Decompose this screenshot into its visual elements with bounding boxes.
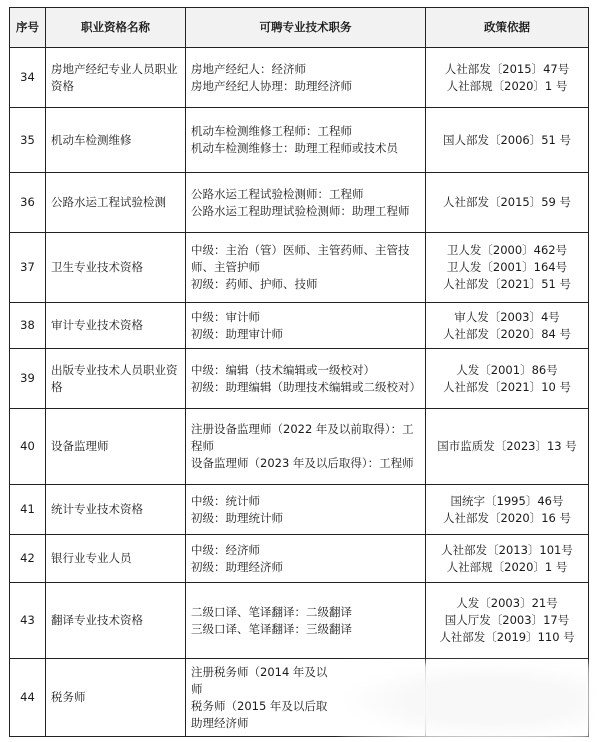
post-line: 机动车检测维修工程师：工程师 xyxy=(191,124,352,138)
policy-basis xyxy=(426,409,589,485)
policy-basis xyxy=(426,48,589,108)
policy-line: 人社部发〔2019〕110 号 xyxy=(439,630,575,644)
table-row xyxy=(10,303,589,349)
qualification-name: 卫生专业技术资格 xyxy=(46,233,186,303)
qualification-name: 房地产经纪专业人员职业资格 xyxy=(46,48,186,108)
policy-line: 人社部规〔2020〕1 号 xyxy=(446,559,568,574)
table-row xyxy=(10,349,589,409)
qualification-name: 机动车检测维修 xyxy=(46,108,186,173)
policy-line: 人社部发〔2020〕84 号 xyxy=(442,326,572,341)
policy-line: 人社部发〔2015〕47号 xyxy=(444,61,570,76)
header-posts: 可聘专业技术职务 xyxy=(186,8,426,48)
qualification-name: 设备监理师 xyxy=(46,409,186,485)
qualification-name: 统计专业技术资格 xyxy=(46,485,186,535)
post-line: 助理经济师 xyxy=(191,715,249,730)
policy-line: 卫人发〔2000〕462号 xyxy=(446,243,568,257)
table-row xyxy=(10,48,589,108)
table-row xyxy=(10,485,589,535)
policy-basis xyxy=(426,349,589,409)
row-number: 43 xyxy=(10,583,46,659)
qualification-name: 出版专业技术人员职业资格 xyxy=(46,349,186,409)
post-line: 初级：助理经济师 xyxy=(191,559,283,574)
header-name: 职业资格名称 xyxy=(46,8,186,48)
post-line: 中级：统计师 xyxy=(191,493,260,508)
row-number: 34 xyxy=(10,48,46,108)
policy-line: 人发〔2001〕86号 xyxy=(456,362,558,377)
blurred-overlay xyxy=(340,662,590,740)
table-body xyxy=(10,48,589,737)
table-row xyxy=(10,409,589,485)
policy-line: 国统字〔1995〕46号 xyxy=(450,493,564,508)
qualification-name: 税务师 xyxy=(46,659,186,737)
post-line: 设备监理师（2023 年及以后取得）：工程师 xyxy=(191,456,414,470)
table-row xyxy=(10,535,589,583)
row-number: 38 xyxy=(10,303,46,349)
eligible-posts xyxy=(186,303,426,349)
post-line: 中级：编辑（技术编辑或一级校对） xyxy=(191,362,375,377)
header-num: 序号 xyxy=(10,8,46,48)
row-number: 39 xyxy=(10,349,46,409)
header-policy: 政策依据 xyxy=(426,8,589,48)
policy-line: 人社部发〔2021〕51 号 xyxy=(442,277,572,291)
policy-basis xyxy=(426,485,589,535)
table-row xyxy=(10,583,589,659)
eligible-posts xyxy=(186,349,426,409)
row-number: 35 xyxy=(10,108,46,173)
row-number: 41 xyxy=(10,485,46,535)
table-header-row xyxy=(10,8,589,48)
row-number: 40 xyxy=(10,409,46,485)
policy-line: 人社部发〔2021〕10 号 xyxy=(442,379,572,394)
qualification-name: 银行业专业人员 xyxy=(46,535,186,583)
qualification-name: 审计专业技术资格 xyxy=(46,303,186,349)
policy-line: 人社部发〔2015〕59 号 xyxy=(442,195,572,209)
row-number: 42 xyxy=(10,535,46,583)
policy-line: 人社部发〔2020〕16 号 xyxy=(442,510,572,525)
table-row xyxy=(10,108,589,173)
policy-basis xyxy=(426,173,589,233)
post-line: 注册税务师（2014 年及以 xyxy=(191,664,328,679)
post-line: 初级：助理编辑（助理技术编辑或二级校对） xyxy=(191,379,421,394)
post-line: 公路水运工程助理试验检测师：助理工程师 xyxy=(191,203,410,218)
qualification-table xyxy=(9,7,589,737)
policy-line: 国人部发〔2006〕51 号 xyxy=(442,132,572,147)
post-line: 二级口译、笔译翻译：二级翻译 xyxy=(191,604,352,619)
eligible-posts xyxy=(186,233,426,303)
row-number: 36 xyxy=(10,173,46,233)
qualification-name: 翻译专业技术资格 xyxy=(46,583,186,659)
policy-line: 人发〔2003〕21号 xyxy=(456,596,558,610)
row-number: 44 xyxy=(10,659,46,737)
policy-line: 国市监质发〔2023〕13 号 xyxy=(437,439,577,453)
eligible-posts xyxy=(186,583,426,659)
policy-basis xyxy=(426,583,589,659)
post-line: 房地产经纪人协理：助理经济师 xyxy=(191,78,352,93)
eligible-posts xyxy=(186,485,426,535)
eligible-posts xyxy=(186,173,426,233)
post-line: 初级：助理统计师 xyxy=(191,510,283,525)
post-line: 初级：助理审计师 xyxy=(191,326,283,341)
policy-basis xyxy=(426,303,589,349)
post-line: 中级：经济师 xyxy=(191,542,260,557)
post-line: 税务师（2015 年及以后取 xyxy=(191,698,328,713)
policy-basis xyxy=(426,535,589,583)
row-number: 37 xyxy=(10,233,46,303)
policy-line: 卫人发〔2001〕164号 xyxy=(446,260,568,274)
eligible-posts xyxy=(186,48,426,108)
table-row xyxy=(10,233,589,303)
policy-line: 审人发〔2003〕4号 xyxy=(454,309,560,324)
post-line: 公路水运工程试验检测师：工程师 xyxy=(191,186,364,201)
post-line: 中级：主治（管）医师、主管药师、主管技师、主管护师 xyxy=(191,243,410,274)
qualification-name: 公路水运工程试验检测 xyxy=(46,173,186,233)
policy-basis xyxy=(426,233,589,303)
post-line: 初级：药师、护师、技师 xyxy=(191,277,318,291)
eligible-posts xyxy=(186,535,426,583)
table-row xyxy=(10,173,589,233)
policy-basis xyxy=(426,108,589,173)
post-line: 房地产经纪人：经济师 xyxy=(191,61,306,76)
policy-line: 人社部规〔2020〕1 号 xyxy=(446,78,568,93)
eligible-posts xyxy=(186,108,426,173)
post-line: 师 xyxy=(191,681,203,696)
policy-line: 人社部发〔2013〕101号 xyxy=(441,542,573,557)
post-line: 注册设备监理师（2022 年及以前取得）：工程师 xyxy=(191,422,414,453)
eligible-posts xyxy=(186,409,426,485)
policy-line: 国人厅发〔2003〕17号 xyxy=(444,613,570,627)
post-line: 三级口译、笔译翻译：三级翻译 xyxy=(191,621,352,636)
post-line: 机动车检测维修士：助理工程师或技术员 xyxy=(191,141,398,155)
post-line: 中级：审计师 xyxy=(191,309,260,324)
